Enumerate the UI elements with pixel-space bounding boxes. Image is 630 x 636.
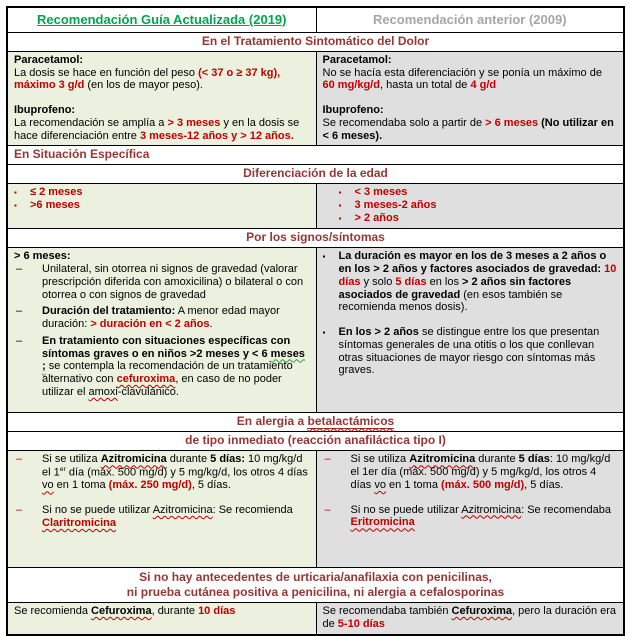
edad-item-label: > 2 años [354, 212, 399, 225]
edad-left-cell [8, 184, 316, 228]
signos-item-text: Duración del tratamiento: A menor edad mayor duración: > duración en < 2 años. [42, 305, 280, 330]
dolor-right-cell [316, 52, 624, 146]
column-header-2009-label: Recomendación anterior (2009) [372, 12, 567, 27]
ibuprofeno-heading: Ibuprofeno: [322, 104, 384, 116]
signos-left-heading: > 6 meses: [14, 250, 71, 263]
list-item [14, 335, 310, 399]
list-item [323, 250, 618, 314]
spacer [323, 314, 618, 326]
list-item [14, 453, 310, 492]
alergia-item-text: Si no se puede utilizar Azitromicina: Se recomienda Claritromicina [42, 504, 293, 529]
signos-item-text: En tratamiento con situaciones específicas con síntomas graves o en niños >2 meses y < 6 meses ; se contempla la recomendación de un tratamiento alternativo con cefuroxima, en caso de no poder utilizar el amoxi-clavulánico. [42, 334, 305, 398]
antecedentes-row [8, 602, 623, 634]
list-item [339, 212, 618, 225]
antecedentes-left-cell [8, 603, 316, 634]
edad-item-label: < 3 meses [354, 186, 408, 199]
edad-row [8, 183, 623, 228]
alergia-item-text: Si se utiliza Azitromicina durante 5 días: 10 mg/kg/d el 1er día (máx. 500 mg/d) y 5 mg/kg/d, los otros 4 días vo en 1 toma (máx. 500 mg/d), 5 días. [350, 453, 611, 491]
section-title-signos: Por los signos/síntomas [8, 228, 623, 247]
column-header-2019-label: Recomendación Guía Actualizada (2019) [37, 12, 287, 27]
dash-bullet-icon: – [16, 453, 23, 466]
square-bullet-icon: ▪ [338, 214, 342, 224]
list-item [323, 453, 618, 491]
list-item [339, 186, 618, 199]
edad-item-label: ≤ 2 meses [30, 186, 83, 199]
signos-row [8, 247, 623, 412]
spacer [14, 492, 310, 504]
list-item [14, 504, 310, 530]
paracetamol-heading: Paracetamol: [14, 53, 84, 66]
dash-bullet-icon: – [16, 263, 23, 275]
antecedentes-right-text: Se recomendaba también Cefuroxima, pero la duración era de 5-10 días [322, 605, 617, 630]
dash-bullet-icon: – [16, 334, 23, 347]
section-title-edad: Diferenciación de la edad [8, 164, 623, 183]
edad-item-label: 3 meses-2 años [354, 199, 437, 212]
dash-bullet-icon: – [324, 503, 331, 516]
dash-bullet-icon: – [16, 305, 23, 318]
alergia-left-cell [8, 451, 316, 567]
dash-bullet-icon: – [324, 453, 331, 466]
square-bullet-icon: ▪ [322, 328, 326, 337]
section-title-antecedentes [8, 567, 623, 602]
list-item [14, 305, 310, 331]
spacer [323, 92, 618, 104]
square-bullet-icon: ▪ [14, 188, 17, 198]
paracetamol-text: La dosis se hace en función del peso (< 37 o ≥ 37 kg), máximo 3 g/d (en los de mayor peso). [14, 66, 281, 92]
signos-item-text: La duración es mayor en los de 3 meses a 2 años o en los > 2 años y factores asociados de gravedad: 10 días y solo 5 días en los > 2 años sin factores asociados de gravedad (en esos también se recomienda menos dosis). [338, 250, 617, 314]
list-item [323, 504, 618, 530]
signos-item-text: Unilateral, sin otorrea ni signos de gravedad (valorar prescripción diferida con amoxicilina) o bilateral o con otorrea o con signos de gravedad [42, 263, 304, 301]
square-bullet-icon: ▪ [338, 188, 342, 198]
list-item [323, 326, 618, 377]
edad-item-label: >6 meses [30, 199, 80, 212]
list-item [14, 263, 310, 301]
alergia-right-cell [316, 451, 624, 567]
signos-right-cell [316, 248, 624, 412]
list-item [339, 199, 618, 212]
antecedentes-title-line1: Si no hay antecedentes de urticaria/anafilaxia con penicilinas, [139, 570, 492, 585]
ibuprofeno-text: La recomendación se amplía a > 3 meses y en la dosis se hace diferenciación entre 3 meses-12 años y > 12 años. [14, 116, 300, 142]
signos-left-cell [8, 248, 316, 412]
list-item [14, 186, 310, 199]
column-header-2019 [8, 8, 316, 32]
spacer [323, 492, 618, 504]
column-header-row [8, 8, 623, 32]
recommendation-comparison-table [6, 6, 625, 636]
alergia-item-text: Si se utiliza Azitromicina durante 5 días: 10 mg/kg/d el 1er día (máx. 500 mg/d) y 5 mg/kg/d, los otros 4 días vo en 1 toma (máx. 250 mg/d), 5 días. [42, 453, 308, 492]
signos-item-text: En los > 2 años se distingue entre los que presentan síntomas generales de una otitis o los que conllevan otras situaciones de mayor riesgo con síntomas más graves. [338, 326, 600, 377]
ibuprofeno-heading: Ibuprofeno: [14, 104, 76, 116]
spacer [14, 92, 310, 104]
list-item [14, 199, 310, 212]
edad-right-cell [316, 184, 624, 228]
square-bullet-icon: ▪ [322, 252, 326, 262]
antecedentes-right-cell [316, 603, 624, 634]
section-title-dolor: En el Tratamiento Sintomático del Dolor [8, 32, 623, 51]
paracetamol-heading: Paracetamol: [322, 53, 392, 66]
square-bullet-icon: ▪ [14, 201, 17, 211]
dash-bullet-icon: – [16, 504, 23, 517]
dolor-row [8, 51, 623, 146]
antecedentes-left-text: Se recomienda Cefuroxima, durante 10 días [14, 605, 236, 618]
antecedentes-title-line2: ni prueba cutánea positiva a penicilina, ni alergia a cefalosporinas [126, 584, 505, 599]
section-title-alergia-line1: En alergia a betalactámicos [8, 412, 623, 431]
ibuprofeno-text: Se recomendaba solo a partir de > 6 meses (No utilizar en < 6 meses). [322, 116, 614, 142]
section-title-alergia-line2: de tipo inmediato (reacción anafiláctica tipo I) [8, 431, 623, 450]
alergia-row [8, 450, 623, 567]
column-header-2009 [316, 8, 624, 32]
paracetamol-text: No se hacía esta diferenciación y se ponía un máximo de 60 mg/kg/d, hasta un total de 4 g/d [322, 66, 602, 92]
square-bullet-icon: ▪ [338, 201, 342, 211]
alergia-item-text: Si no se puede utilizar Azitromicina: Se recomendaba Eritromicina [350, 503, 611, 529]
section-title-situacion: En Situación Específica [8, 145, 623, 164]
dolor-left-cell [8, 52, 316, 146]
